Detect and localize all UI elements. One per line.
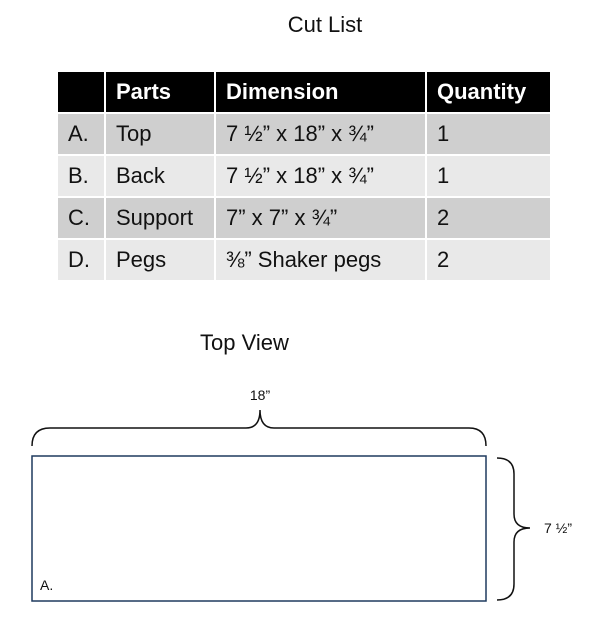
row-part: Pegs <box>106 238 214 280</box>
row-dimension: 7” x 7” x ¾” <box>216 196 425 238</box>
row-quantity: 2 <box>427 238 550 280</box>
header-dimension: Dimension <box>216 72 425 112</box>
width-brace <box>32 410 486 446</box>
height-brace <box>497 458 530 600</box>
row-dimension: 7 ½” x 18” x ¾” <box>216 112 425 154</box>
row-quantity: 1 <box>427 154 550 196</box>
row-quantity: 2 <box>427 196 550 238</box>
row-part: Support <box>106 196 214 238</box>
height-dimension-label: 7 ½” <box>544 520 573 536</box>
row-id: C. <box>58 196 104 238</box>
cut-list-title: Cut List <box>287 12 363 37</box>
part-label: A. <box>40 577 54 593</box>
row-dimension: ⅜” Shaker pegs <box>216 238 425 280</box>
row-dimension: 7 ½” x 18” x ¾” <box>216 154 425 196</box>
board-outline <box>32 456 486 601</box>
top-view-title: Top View <box>200 330 289 355</box>
row-part: Top <box>106 112 214 154</box>
row-quantity: 1 <box>427 112 550 154</box>
row-id: B. <box>58 154 104 196</box>
header-quantity: Quantity <box>427 72 550 112</box>
row-part: Back <box>106 154 214 196</box>
header-parts: Parts <box>106 72 214 112</box>
width-dimension-label: 18” <box>249 387 271 403</box>
row-id: D. <box>58 238 104 280</box>
row-id: A. <box>58 112 104 154</box>
